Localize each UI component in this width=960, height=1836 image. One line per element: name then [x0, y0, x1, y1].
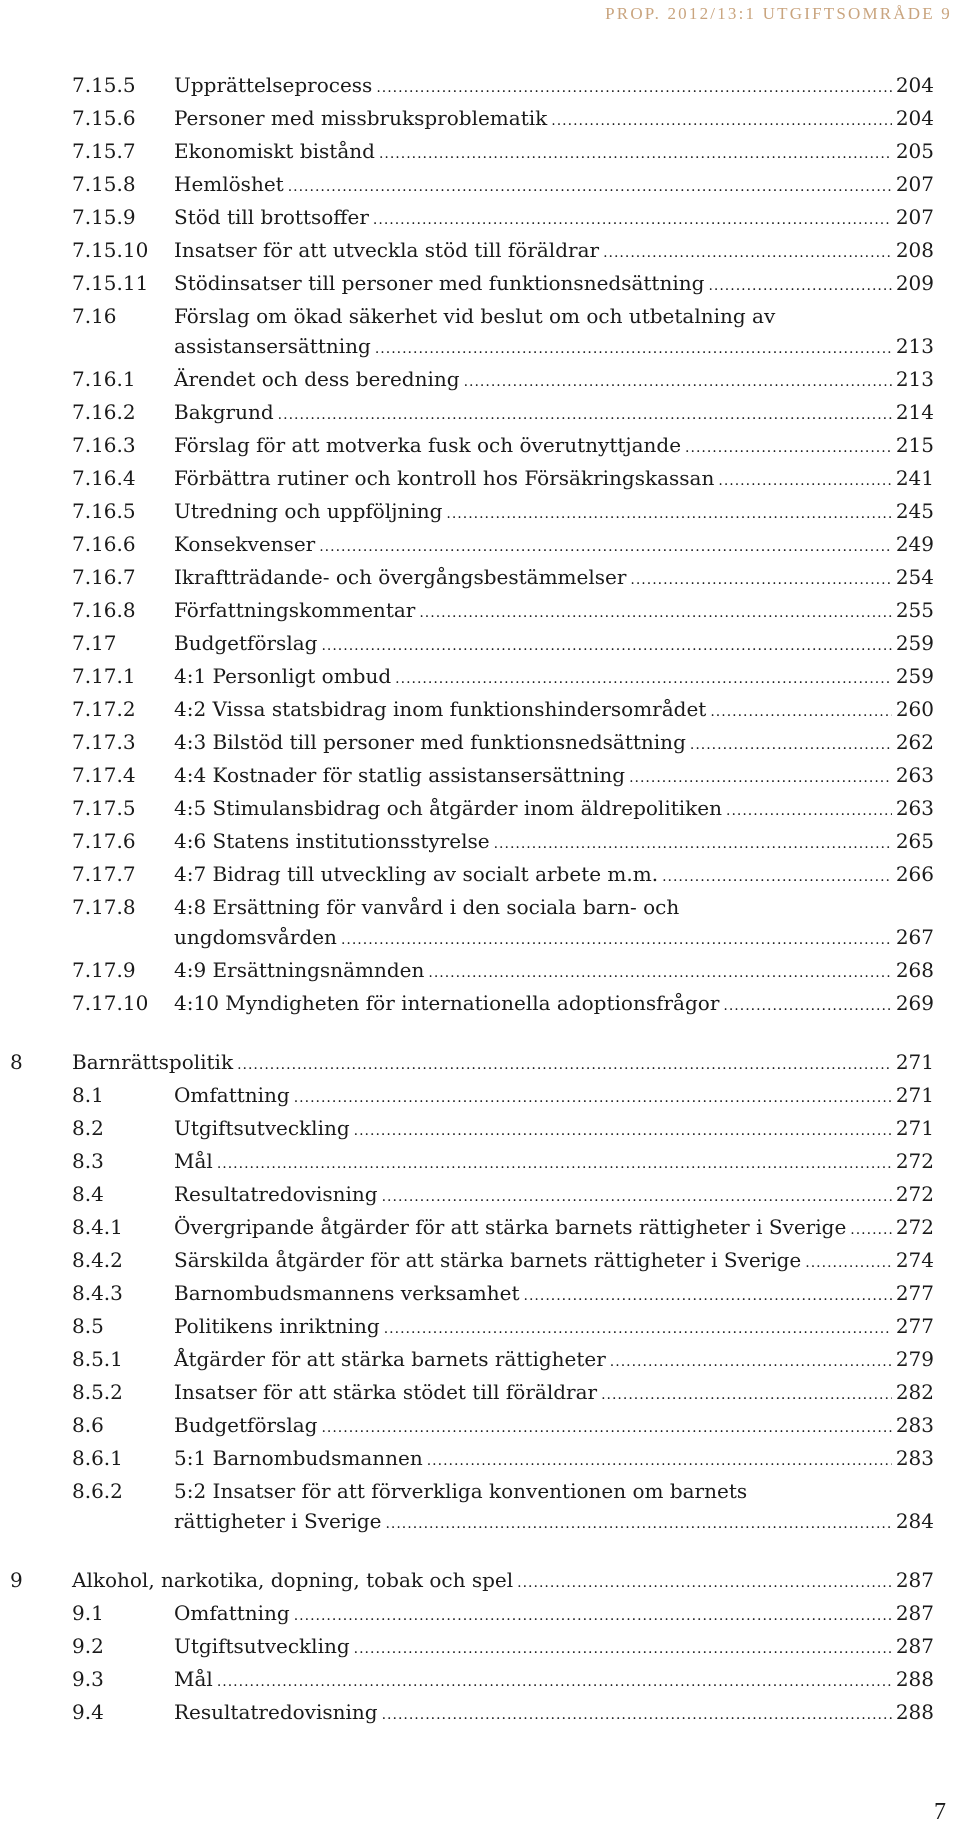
entry-title: Insatser för att utveckla stöd till föräldrar [174, 238, 600, 262]
section-number: 9.2 [72, 1634, 104, 1658]
page-ref: 259 [895, 664, 934, 688]
section-number: 8.1 [72, 1083, 104, 1107]
dot-leader [601, 1380, 892, 1410]
page-ref: 287 [895, 1634, 934, 1658]
entry-title-line: Förslag om ökad säkerhet vid beslut om och utbetalning av [174, 304, 776, 328]
entry-title: 5:1 Barnombudsmannen [174, 1446, 423, 1470]
toc-entry[interactable] [0, 202, 960, 235]
section-number: 7.15.6 [72, 106, 136, 130]
dot-leader [376, 73, 891, 103]
section-number: 8.5.2 [72, 1380, 123, 1404]
entry-title: Utgiftsutveckling [174, 1634, 350, 1658]
toc-entry[interactable] [0, 301, 960, 364]
entry-title: Alkohol, narkotika, dopning, tobak och spel [72, 1568, 514, 1592]
dot-leader [850, 1215, 892, 1245]
section-number: 7.17.4 [72, 763, 136, 787]
section-number: 7.15.10 [72, 238, 149, 262]
dot-leader [384, 1314, 892, 1344]
section-number: 7.17.7 [72, 862, 136, 886]
dot-leader [517, 1568, 892, 1598]
toc-entry[interactable] [0, 364, 960, 397]
entry-title: rättigheter i Sverige [174, 1509, 382, 1533]
toc-entry[interactable] [0, 628, 960, 661]
section-number: 7.17.10 [72, 991, 149, 1015]
toc-entry[interactable] [0, 397, 960, 430]
section-number: 7.15.11 [72, 271, 149, 295]
section-number: 8.2 [72, 1116, 104, 1140]
toc-entry[interactable] [0, 892, 960, 955]
toc-entry[interactable] [0, 1080, 960, 1113]
entry-title: 4:2 Vissa statsbidrag inom funktionshindersområdet [174, 697, 707, 721]
section-number: 8.4.1 [72, 1215, 123, 1239]
entry-title: Ekonomiskt bistånd [174, 139, 375, 163]
toc-entry[interactable] [0, 1146, 960, 1179]
entry-title: Författningskommentar [174, 598, 416, 622]
section-number: 7.16.1 [72, 367, 136, 391]
page-ref: 283 [895, 1413, 934, 1437]
entry-title: 4:7 Bidrag till utveckling av socialt arbete m.m. [174, 862, 659, 886]
section-number: 8.6.2 [72, 1479, 123, 1503]
toc-entry[interactable] [0, 1631, 960, 1664]
running-header: PROP. 2012/13:1 UTGIFTSOMRÅDE 9 [605, 4, 952, 23]
section-number: 7.17.5 [72, 796, 136, 820]
entry-title: Barnombudsmannens verksamhet [174, 1281, 520, 1305]
section-number: 7.15.7 [72, 139, 136, 163]
dot-leader [237, 1050, 892, 1080]
dot-leader [629, 763, 892, 793]
entry-title: Omfattning [174, 1083, 290, 1107]
dot-leader [385, 1509, 891, 1539]
dot-leader [375, 334, 892, 364]
dot-leader [718, 466, 891, 496]
dot-leader [354, 1116, 892, 1146]
dot-leader [321, 1413, 891, 1443]
page-ref: 271 [895, 1116, 934, 1140]
dot-leader [524, 1281, 892, 1311]
entry-title: 4:6 Statens institutionsstyrelse [174, 829, 490, 853]
dot-leader [428, 958, 891, 988]
dot-leader [382, 1182, 892, 1212]
dot-leader [354, 1634, 892, 1664]
section-number: 7.16.6 [72, 532, 136, 556]
toc-entry[interactable] [0, 694, 960, 727]
entry-title: Resultatredovisning [174, 1700, 378, 1724]
entry-title: Mål [174, 1149, 213, 1173]
dot-leader [603, 238, 892, 268]
dot-leader [708, 271, 891, 301]
toc-entry[interactable] [0, 859, 960, 892]
page-ref: 204 [895, 73, 934, 97]
entry-title: Stödinsatser till personer med funktionsnedsättning [174, 271, 705, 295]
dot-leader [464, 367, 892, 397]
dot-leader [690, 730, 892, 760]
toc-entry[interactable] [0, 1598, 960, 1631]
page-ref: 277 [895, 1281, 934, 1305]
entry-title: Konsekvenser [174, 532, 316, 556]
dot-leader [630, 565, 891, 595]
page-ref: 272 [895, 1182, 934, 1206]
toc-entry[interactable] [0, 1697, 960, 1730]
toc-entry[interactable] [0, 661, 960, 694]
dot-leader [662, 862, 892, 892]
page-ref: 282 [895, 1380, 934, 1404]
entry-title: Bakgrund [174, 400, 274, 424]
toc-entry[interactable] [0, 562, 960, 595]
entry-title: Stöd till brottsoffer [174, 205, 369, 229]
entry-title: 4:1 Personligt ombud [174, 664, 392, 688]
toc-entry[interactable] [0, 1443, 960, 1476]
page-ref: 279 [895, 1347, 934, 1371]
toc-entry[interactable] [0, 235, 960, 268]
toc-entry[interactable] [0, 1344, 960, 1377]
section-number: 7.16.7 [72, 565, 136, 589]
page-ref: 263 [895, 763, 934, 787]
section-number: 7.17.1 [72, 664, 136, 688]
dot-leader [494, 829, 892, 859]
page-ref: 209 [895, 271, 934, 295]
page-ref: 268 [895, 958, 934, 982]
entry-title: 4:3 Bilstöd till personer med funktionsnedsättning [174, 730, 686, 754]
entry-title: 4:5 Stimulansbidrag och åtgärder inom äldrepolitiken [174, 796, 722, 820]
toc-entry[interactable] [0, 268, 960, 301]
dot-leader [685, 433, 892, 463]
toc-entry[interactable] [0, 1410, 960, 1443]
section-number: 7.17.6 [72, 829, 136, 853]
chapter-number: 8 [10, 1050, 23, 1074]
table-of-contents [0, 70, 960, 1730]
toc-chapter-entry[interactable] [0, 1047, 960, 1080]
entry-title: Barnrättspolitik [72, 1050, 234, 1074]
page-ref: 274 [895, 1248, 934, 1272]
section-number: 7.17 [72, 631, 117, 655]
page-ref: 277 [895, 1314, 934, 1338]
entry-title: Ikraftträdande- och övergångsbestämmelser [174, 565, 627, 589]
page-ref: 214 [895, 400, 934, 424]
page-ref: 287 [895, 1568, 934, 1592]
page-ref: 262 [895, 730, 934, 754]
toc-entry[interactable] [0, 70, 960, 103]
entry-title: Särskilda åtgärder för att stärka barnets rättigheter i Sverige [174, 1248, 802, 1272]
dot-leader [379, 139, 892, 169]
dot-leader [294, 1601, 892, 1631]
section-number: 7.16.5 [72, 499, 136, 523]
dot-leader [341, 925, 892, 955]
page-ref: 213 [895, 367, 934, 391]
entry-title: assistansersättning [174, 334, 371, 358]
section-number: 8.4.2 [72, 1248, 123, 1272]
section-number: 7.17.8 [72, 895, 136, 919]
toc-entry[interactable] [0, 136, 960, 169]
entry-title: Budgetförslag [174, 631, 318, 655]
page-ref: 249 [895, 532, 934, 556]
dot-leader [278, 400, 892, 430]
entry-title: Utredning och uppföljning [174, 499, 443, 523]
entry-title-line: 5:2 Insatser för att förverkliga konventionen om barnets [174, 1479, 748, 1503]
page-ref: 271 [895, 1083, 934, 1107]
toc-entry[interactable] [0, 1377, 960, 1410]
toc-entry[interactable] [0, 1278, 960, 1311]
section-number: 7.16.2 [72, 400, 136, 424]
dot-leader [610, 1347, 892, 1377]
toc-entry[interactable] [0, 988, 960, 1021]
toc-chapter-entry[interactable] [0, 1565, 960, 1598]
entry-title: Förbättra rutiner och kontroll hos Försäkringskassan [174, 466, 715, 490]
section-number: 8.4.3 [72, 1281, 123, 1305]
dot-leader [373, 205, 892, 235]
section-number: 7.16.4 [72, 466, 136, 490]
page-ref: 283 [895, 1446, 934, 1470]
section-number: 9.1 [72, 1601, 104, 1625]
toc-entry[interactable] [0, 955, 960, 988]
section-number: 8.6.1 [72, 1446, 123, 1470]
page-ref: 207 [895, 172, 934, 196]
toc-entry[interactable] [0, 496, 960, 529]
dot-leader [805, 1248, 892, 1278]
dot-leader [446, 499, 891, 529]
toc-entry[interactable] [0, 1311, 960, 1344]
toc-entry[interactable] [0, 727, 960, 760]
entry-title: 4:10 Myndigheten för internationella adoptionsfrågor [174, 991, 720, 1015]
entry-title: Politikens inriktning [174, 1314, 380, 1338]
toc-entry[interactable] [0, 595, 960, 628]
section-number: 7.15.9 [72, 205, 136, 229]
entry-title: Mål [174, 1667, 213, 1691]
section-number: 7.16.8 [72, 598, 136, 622]
toc-entry[interactable] [0, 760, 960, 793]
section-number: 7.16 [72, 304, 117, 328]
dot-leader [726, 796, 892, 826]
page-ref: 265 [895, 829, 934, 853]
section-number: 7.17.3 [72, 730, 136, 754]
page-ref: 284 [895, 1509, 934, 1533]
toc-entry[interactable] [0, 463, 960, 496]
section-number: 7.15.8 [72, 172, 136, 196]
toc-entry[interactable] [0, 1664, 960, 1697]
toc-entry[interactable] [0, 1179, 960, 1212]
section-number: 9.3 [72, 1667, 104, 1691]
entry-title: Åtgärder för att stärka barnets rättigheter [174, 1347, 606, 1371]
entry-title: 4:4 Kostnader för statlig assistansersättning [174, 763, 626, 787]
dot-leader [551, 106, 892, 136]
page-ref: 207 [895, 205, 934, 229]
dot-leader [319, 532, 892, 562]
toc-entry[interactable] [0, 826, 960, 859]
dot-leader [294, 1083, 892, 1113]
entry-title: Ärendet och dess beredning [174, 367, 460, 391]
entry-title: 4:9 Ersättningsnämnden [174, 958, 425, 982]
dot-leader [217, 1667, 892, 1697]
entry-title: ungdomsvården [174, 925, 337, 949]
toc-entry[interactable] [0, 529, 960, 562]
toc-entry[interactable] [0, 1245, 960, 1278]
dot-leader [288, 172, 892, 202]
toc-entry[interactable] [0, 1476, 960, 1539]
section-number: 7.17.2 [72, 697, 136, 721]
chapter-number: 9 [10, 1568, 23, 1592]
section-number: 7.16.3 [72, 433, 136, 457]
entry-title: Omfattning [174, 1601, 290, 1625]
page-ref: 254 [895, 565, 934, 589]
page-ref: 259 [895, 631, 934, 655]
section-number: 9.4 [72, 1700, 104, 1724]
dot-leader [321, 631, 891, 661]
section-number: 7.15.5 [72, 73, 136, 97]
section-number: 8.5.1 [72, 1347, 123, 1371]
section-number: 8.4 [72, 1182, 104, 1206]
section-number: 7.17.9 [72, 958, 136, 982]
page-ref: 272 [895, 1215, 934, 1239]
page-ref: 204 [895, 106, 934, 130]
page-ref: 263 [895, 796, 934, 820]
section-number: 8.5 [72, 1314, 104, 1338]
toc-entry[interactable] [0, 169, 960, 202]
page-ref: 260 [895, 697, 934, 721]
dot-leader [723, 991, 891, 1021]
dot-leader [419, 598, 891, 628]
page-ref: 288 [895, 1700, 934, 1724]
toc-entry[interactable] [0, 103, 960, 136]
dot-leader [217, 1149, 892, 1179]
page-number: 7 [934, 1799, 946, 1825]
entry-title: Hemlöshet [174, 172, 284, 196]
entry-title: Resultatredovisning [174, 1182, 378, 1206]
page-ref: 287 [895, 1601, 934, 1625]
dot-leader [382, 1700, 892, 1730]
page-ref: 213 [895, 334, 934, 358]
page-ref: 271 [895, 1050, 934, 1074]
dot-leader [427, 1446, 892, 1476]
entry-title: Utgiftsutveckling [174, 1116, 350, 1140]
page-ref: 215 [895, 433, 934, 457]
entry-title: Förslag för att motverka fusk och överutnyttjande [174, 433, 682, 457]
section-number: 8.6 [72, 1413, 104, 1437]
entry-title-line: 4:8 Ersättning för vanvård i den sociala barn- och [174, 895, 680, 919]
toc-entry[interactable] [0, 1212, 960, 1245]
page-ref: 241 [895, 466, 934, 490]
entry-title: Övergripande åtgärder för att stärka barnets rättigheter i Sverige [174, 1215, 847, 1239]
page-ref: 266 [895, 862, 934, 886]
toc-entry[interactable] [0, 793, 960, 826]
toc-entry[interactable] [0, 1113, 960, 1146]
entry-title: Budgetförslag [174, 1413, 318, 1437]
dot-leader [395, 664, 892, 694]
toc-entry[interactable] [0, 430, 960, 463]
page-ref: 269 [895, 991, 934, 1015]
entry-title: Insatser för att stärka stödet till föräldrar [174, 1380, 598, 1404]
entry-title: Upprättelseprocess [174, 73, 373, 97]
page-ref: 255 [895, 598, 934, 622]
page-ref: 205 [895, 139, 934, 163]
page-ref: 267 [895, 925, 934, 949]
page-ref: 288 [895, 1667, 934, 1691]
dot-leader [710, 697, 891, 727]
page-ref: 208 [895, 238, 934, 262]
page-ref: 272 [895, 1149, 934, 1173]
section-number: 8.3 [72, 1149, 104, 1173]
entry-title: Personer med missbruksproblematik [174, 106, 548, 130]
page-ref: 245 [895, 499, 934, 523]
